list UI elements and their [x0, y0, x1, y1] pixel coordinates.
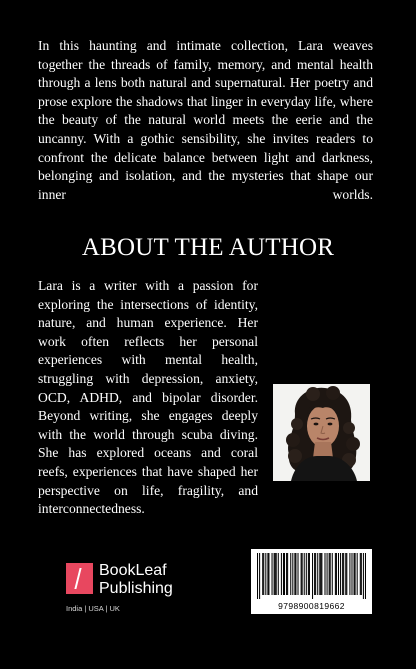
- barcode-bar: [317, 553, 318, 595]
- barcode-bar: [268, 553, 269, 595]
- barcode-bar: [290, 553, 291, 595]
- barcode-bar: [295, 553, 296, 595]
- barcode-bar: [267, 553, 268, 595]
- barcode-bar: [351, 553, 352, 595]
- barcode-bar: [324, 553, 325, 595]
- isbn-barcode: [251, 549, 372, 614]
- publisher-name-line2: Publishing: [99, 580, 173, 597]
- barcode-bar: [346, 553, 347, 595]
- publisher-name-line1: BookLeaf: [99, 562, 167, 579]
- barcode-bar: [287, 553, 288, 595]
- barcode-bar: [357, 553, 358, 595]
- barcode-bar: [355, 553, 356, 595]
- barcode-bar: [304, 553, 305, 595]
- barcode-bar: [340, 553, 341, 595]
- barcode-bar: [283, 553, 284, 595]
- barcode-bar: [315, 553, 316, 595]
- barcode-bar: [262, 553, 263, 595]
- barcode-bar: [301, 553, 302, 595]
- about-the-author-heading: ABOUT THE AUTHOR: [81, 234, 335, 261]
- bookleaf-logo-icon: [66, 563, 93, 594]
- barcode-bar: [309, 553, 310, 595]
- barcode-bar: [343, 553, 344, 595]
- logo-slash: [74, 568, 81, 589]
- barcode-bar: [338, 553, 339, 595]
- barcode-bar: [306, 553, 307, 595]
- barcode-bar: [275, 553, 276, 595]
- barcode-bar: [365, 553, 366, 599]
- barcode-bar: [284, 553, 285, 595]
- barcode-bar: [302, 553, 303, 595]
- barcode-bar: [360, 553, 361, 595]
- barcode-bar: [354, 553, 355, 595]
- barcode-bar: [257, 553, 258, 599]
- author-portrait-image: [273, 384, 370, 481]
- barcode-bar: [265, 553, 266, 595]
- barcode-bar: [297, 553, 298, 595]
- barcode-bar: [312, 553, 313, 599]
- barcode-bar: [342, 553, 343, 595]
- barcode-bar: [259, 553, 260, 599]
- barcode-bar: [345, 553, 346, 595]
- barcode-bar: [263, 553, 264, 595]
- barcode-bar: [281, 553, 282, 595]
- barcode-bars: [257, 553, 366, 599]
- author-bio: Lara is a writer with a passion for exploring the intersections of identity, nature, and human experience. Her work often reflects her personal experiences with mental health, struggling with depression, anxiety, OCD, ADHD, and bipolar disorder. Beyond writing, she engages deeply with the world through scuba diving. She has explored oceans and coral reefs, experiences that have shaped her perspective on life, fragility, and interconnectedness.: [38, 278, 258, 517]
- barcode-bar: [272, 553, 273, 595]
- barcode-bar: [320, 553, 321, 595]
- barcode-bar: [329, 553, 330, 595]
- barcode-bar: [361, 553, 362, 595]
- isbn-number: 9798900819662: [278, 601, 345, 611]
- publisher-regions: India | USA | UK: [66, 604, 120, 613]
- barcode-bar: [319, 553, 320, 595]
- barcode-bar: [332, 553, 333, 595]
- barcode-bar: [330, 553, 331, 595]
- barcode-bar: [276, 553, 277, 595]
- barcode-bar: [278, 553, 279, 595]
- author-photo: [273, 384, 370, 481]
- barcode-bar: [349, 553, 350, 595]
- book-blurb: In this haunting and intimate collection, Lara weaves together the threads of family, memory, and mental health through a lens both natural and supernatural. Her poetry and prose explore the shadows that linger in everyday life, where the beauty of the natural world meets the eerie and the uncanny. With a gothic sensibility, she invites readers to confront the delicate balance between light and darkness, belonging and isolation, and the mysteries that shape our inner worlds.: [38, 38, 373, 202]
- barcode-bar: [294, 553, 295, 595]
- barcode-bar: [363, 553, 364, 599]
- barcode-bar: [292, 553, 293, 595]
- barcode-bar: [336, 553, 337, 595]
- barcode-bar: [321, 553, 322, 595]
- barcode-bar: [274, 553, 275, 595]
- publisher-logo: [66, 563, 206, 615]
- barcode-bar: [314, 553, 315, 595]
- barcode-bar: [335, 553, 336, 595]
- barcode-bar: [308, 553, 309, 595]
- barcode-bar: [286, 553, 287, 595]
- barcode-bar: [327, 553, 328, 595]
